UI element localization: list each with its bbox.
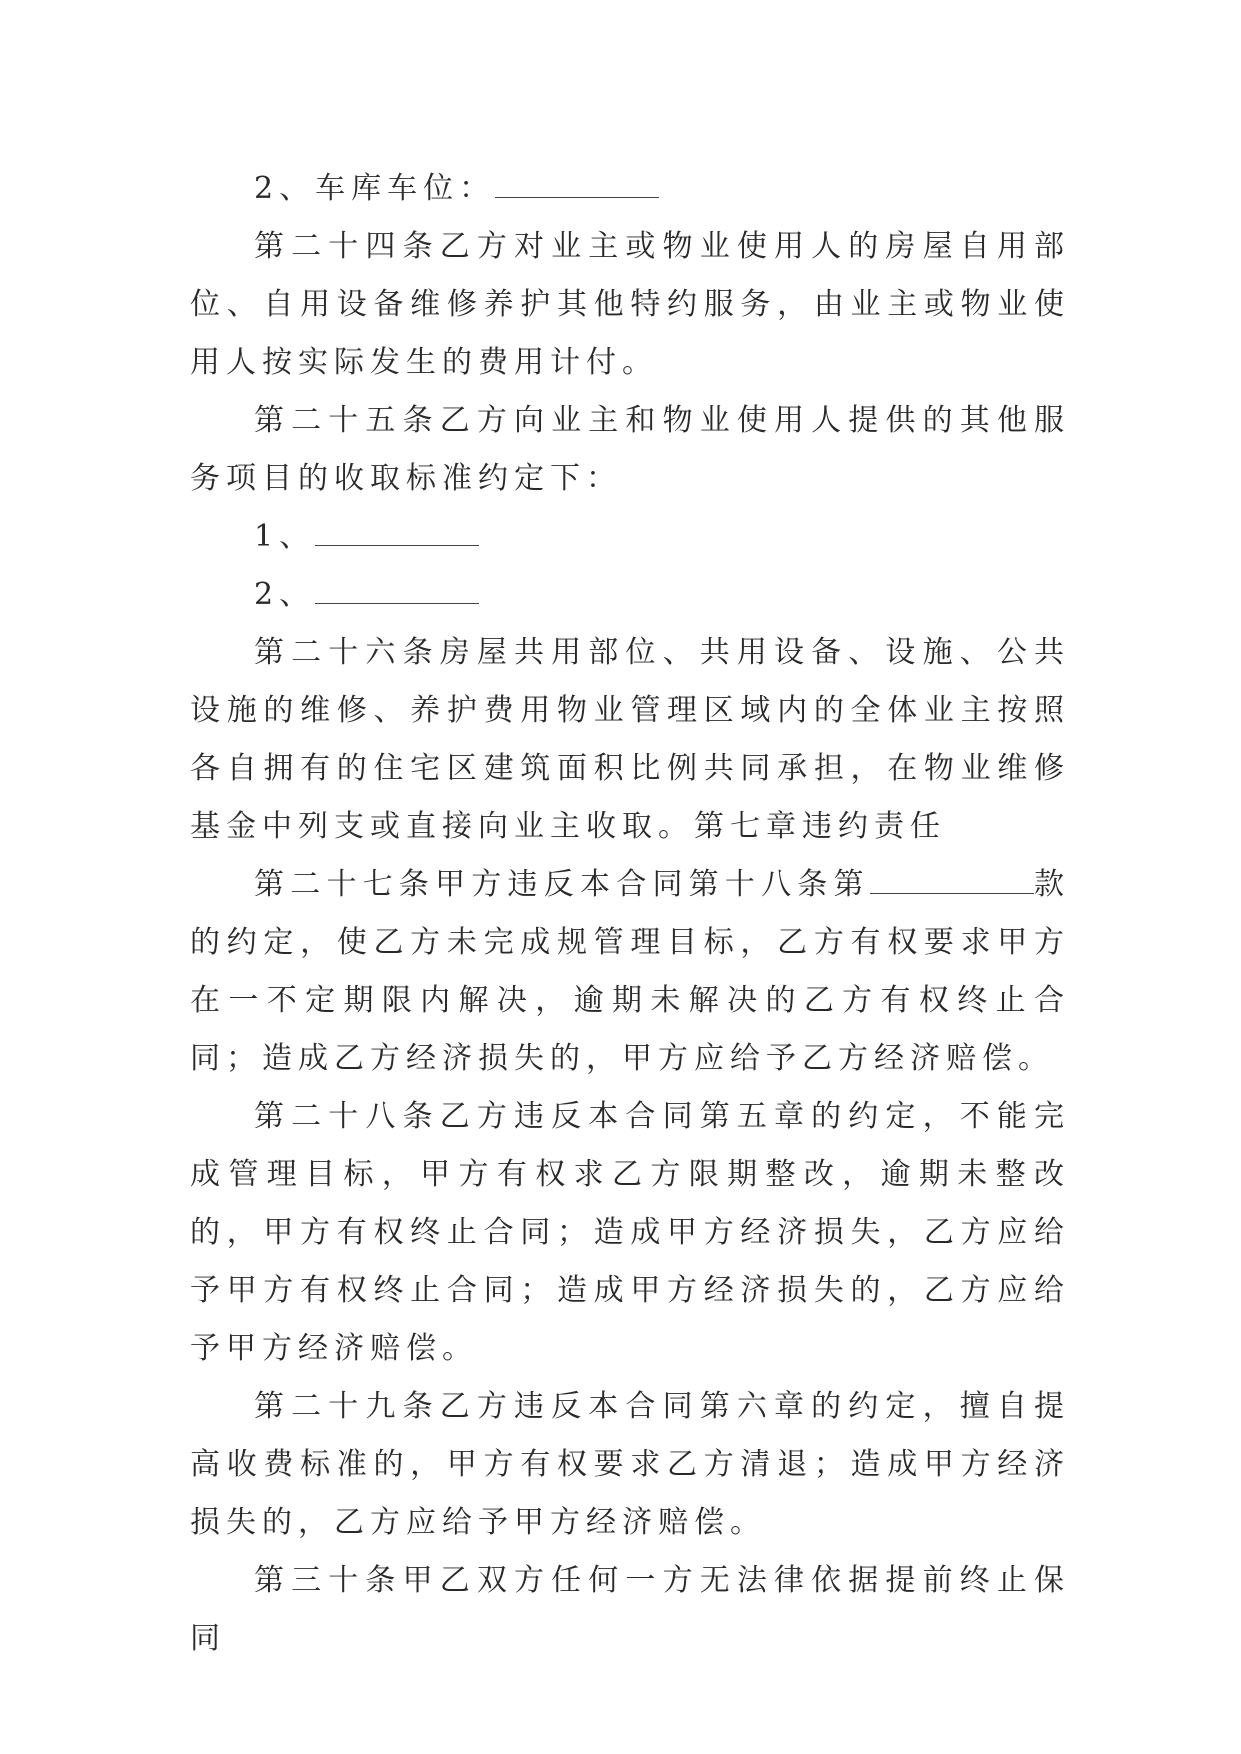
fee-item-1 [190,508,1070,566]
fee-item-1-label: 1、 [254,519,316,554]
article-26: 第二十六条房屋共用部位、共用设备、设施、公共设施的维修、养护费用物业管理区域内的全体业主按照各自拥有的住宅区建筑面积比例共同承担，在物业维修基金中列支或直接向业主收取。第七章违约责任 [190,635,1070,844]
garage-parking-line [190,160,1070,218]
article-27-blank [870,865,1034,894]
fee-item-2-label: 2、 [254,577,316,612]
article-29: 第二十九条乙方违反本合同第六章的约定，擅自提高收费标准的，甲方有权要求乙方清退；造成甲方经济损失的，乙方应给予甲方经济赔偿。 [190,1389,1070,1540]
article-25: 第二十五条乙方向业主和物业使用人提供的其他服务项目的收取标准约定下： [190,403,1070,496]
fee-item-2-blank [315,575,479,604]
garage-parking-label: 2、车库车位： [254,171,496,206]
article-27 [190,856,1070,1088]
article-30: 第三十条甲乙双方任何一方无法律依据提前终止保同 [190,1563,1070,1656]
garage-parking-blank [495,169,659,198]
article-27-rest: 款的约定，使乙方未完成规管理目标，乙方有权要求甲方在一不定期限内解决，逾期未解决的乙方有权终止合同；造成乙方经济损失的，甲方应给予乙方经济赔偿。 [190,867,1071,1076]
fee-item-2 [190,566,1070,624]
fee-item-1-blank [315,517,479,546]
document-body [190,160,1070,1668]
article-24: 第二十四条乙方对业主或物业使用人的房屋自用部位、自用设备维修养护其他特约服务，由业主或物业使用人按实际发生的费用计付。 [190,229,1070,380]
article-27-start: 第二十七条甲方违反本合同第十八条第 [254,867,870,902]
article-28: 第二十八条乙方违反本合同第五章的约定，不能完成管理目标，甲方有权求乙方限期整改，逾期未整改的，甲方有权终止合同；造成甲方经济损失，乙方应给予甲方有权终止合同；造成甲方经济损失的，乙方应给予甲方经济赔偿。 [190,1099,1070,1366]
